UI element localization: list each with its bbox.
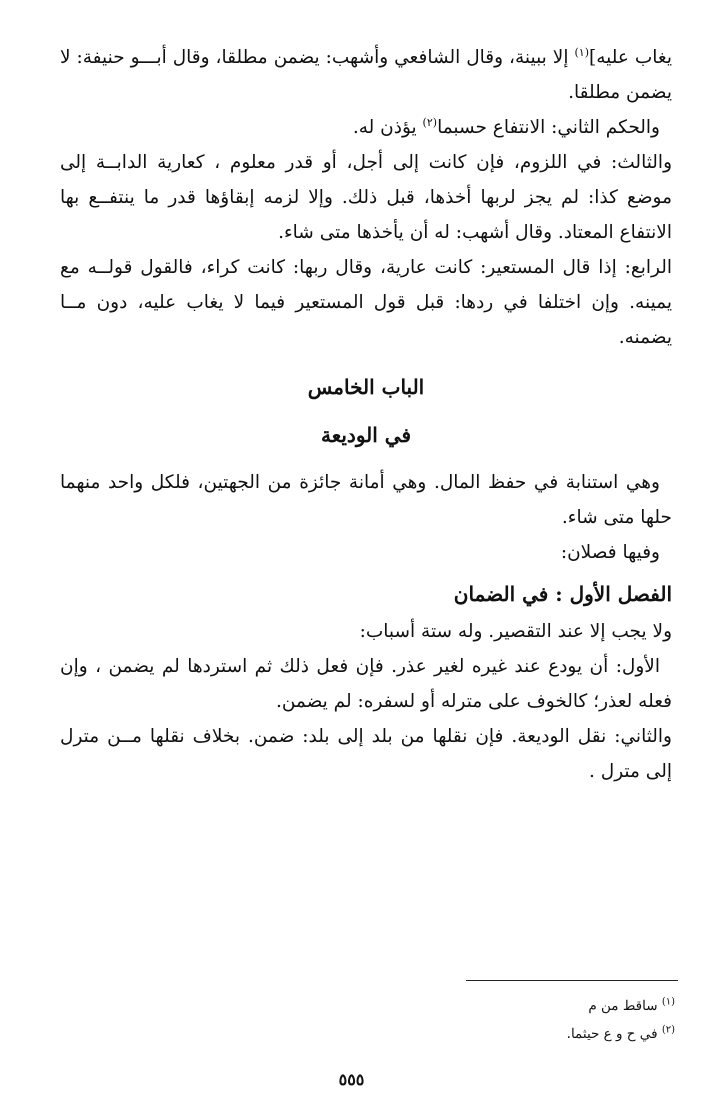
main-text [60, 40, 672, 789]
chapter-title: الباب الخامس [307, 375, 425, 399]
page-number: ٥٥٥ [338, 1070, 365, 1089]
paragraph-first-cause: الأول: أن يودع عند غيره لغير عذر. فإن فعل ذلك ثم استردها لم يضمن ، وإن فعله لعذر؛ كالخوف على مترله أو لسفره: لم يضمن. [60, 656, 672, 712]
paragraph-second-cause: والثاني: نقل الوديعة. فإن نقلها من بلد إلى بلد: ضمن. بخلاف نقلها مــن مترل إلى مترل . [60, 726, 672, 782]
footnote-2: $^{(٢)}$ في ح و ع حيثما. [566, 1024, 675, 1042]
paragraph-deposit-definition: وهي استنابة في حفظ المال. وهي أمانة جائزة من الجهتين، فلكل واحد منهما حلها متى شاء. [60, 472, 672, 528]
paragraph-six-causes: ولا يجب إلا عند التقصير. وله ستة أسباب: [359, 621, 672, 642]
paragraph-third-ruling: والثالث: في اللزوم، فإن كانت إلى أجل، أو قدر معلوم ، كعارية الدابــة إلى موضع كذا: لم يجز لربها أخذها، قبل ذلك. وإلا لزمه إبقاؤها قدر ما ينتفــع بها الانتفاع المعتاد. وقال أشهب: له أن يأخذها متى شاء. [60, 152, 672, 243]
paragraph-fourth-ruling: الرابع: إذا قال المستعير: كانت عارية، وقال ربها: كانت كراء، فالقول قولــه مع يمينه. وإن اختلفا في ردها: قبل قول المستعير فيما لا يغاب عليه، دون مــا يضمنه. [60, 257, 672, 348]
section-title: الفصل الأول : في الضمان [453, 582, 672, 606]
footnote-divider [466, 980, 678, 981]
footnote-ref-1: (١) [574, 45, 589, 59]
footnote-1: $^{(١)}$ ساقط من م [588, 996, 675, 1014]
paragraph-second-ruling: والحكم الثاني: الانتفاع حسبما$^{(٢)}$ يؤذن له. [352, 115, 660, 138]
footnotes [275, 992, 675, 1048]
paragraph-borrower-liability: يغاب عليه]$^{(١)}$ إلا ببينة، وقال الشافعي وأشهب: يضمن مطلقا، وقال أبـــو حنيفة: لا يضمن مطلقا. [60, 45, 672, 103]
paragraph-two-sections: وفيها فصلان: [560, 542, 660, 563]
footnote-ref-2: (٢) [422, 115, 438, 129]
chapter-subtitle: في الوديعة [320, 423, 412, 447]
